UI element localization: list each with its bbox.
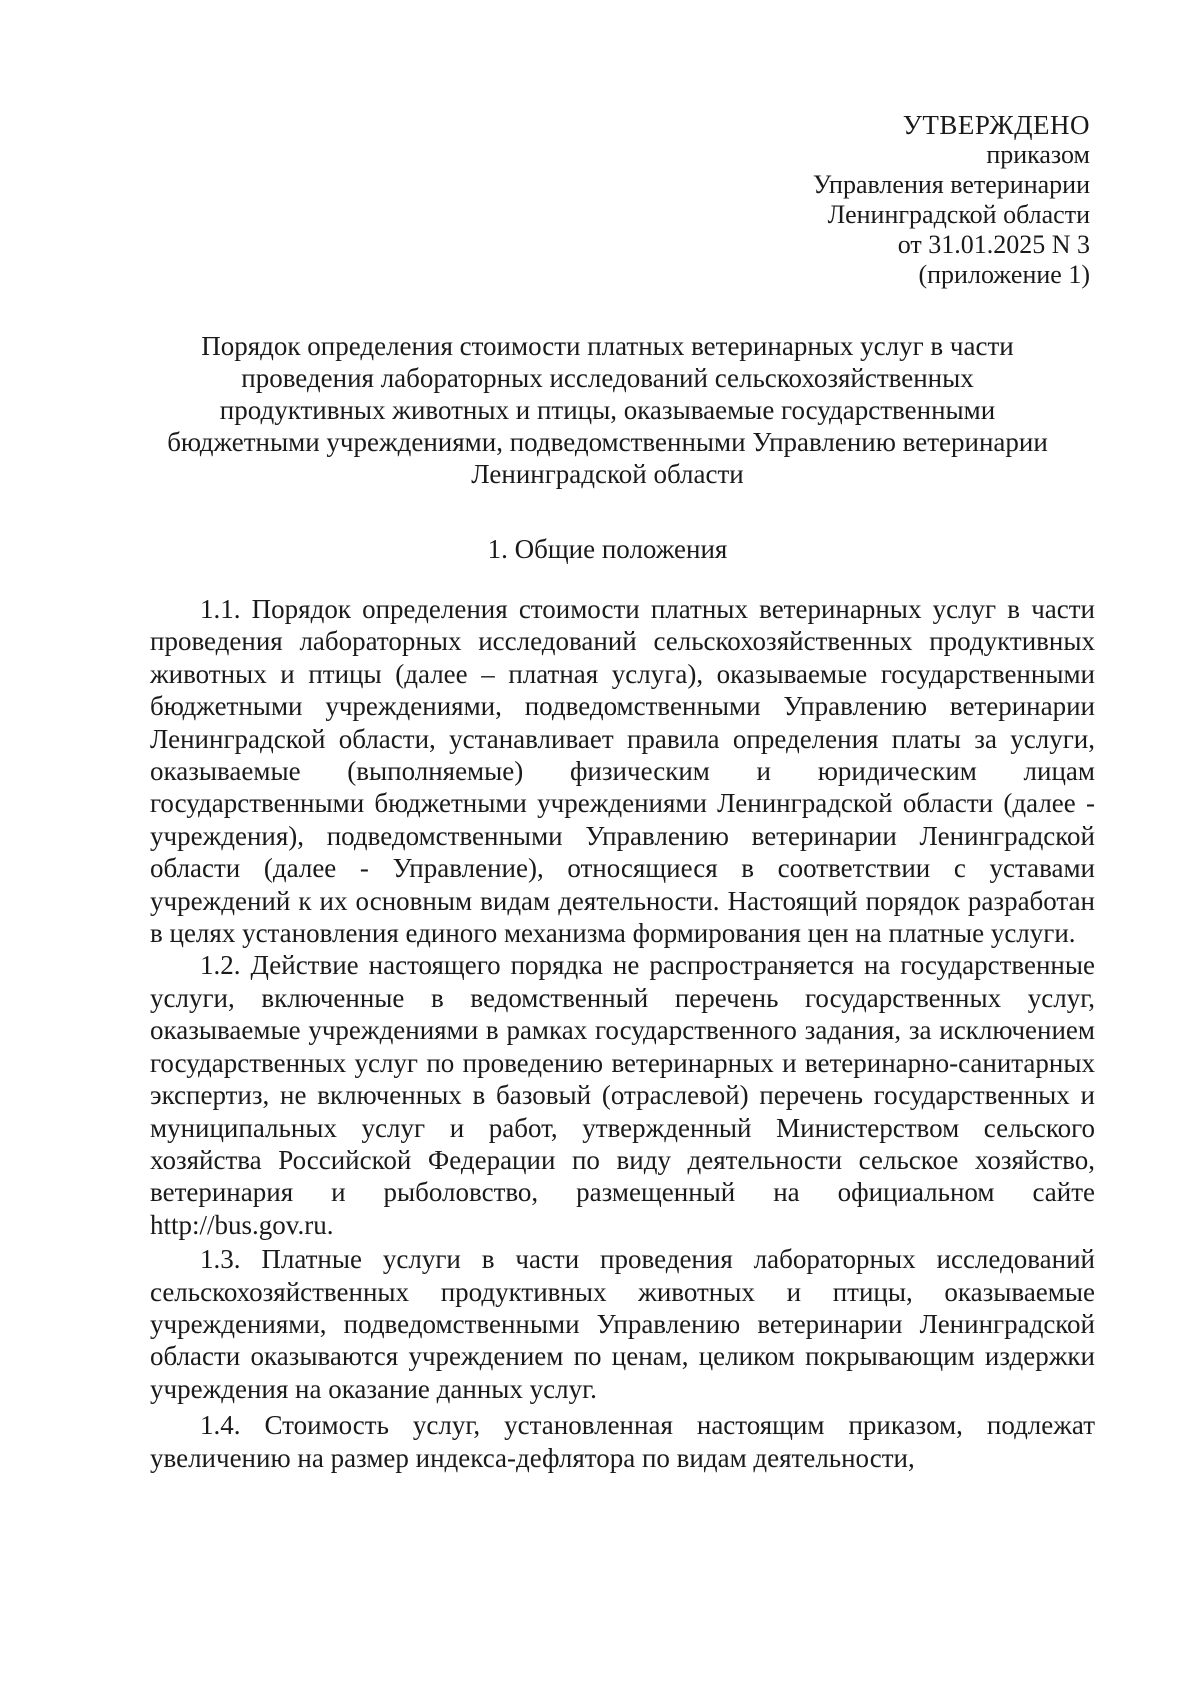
- title-line: продуктивных животных и птицы, оказываемые государственными: [219, 395, 996, 425]
- document-title: [130, 330, 1085, 490]
- approval-order-label: приказом: [986, 140, 1090, 169]
- approval-authority: Управления ветеринарии: [812, 170, 1090, 199]
- approval-region: Ленинградской области: [827, 200, 1090, 229]
- approval-heading: УТВЕРЖДЕНО: [902, 110, 1090, 140]
- approval-appendix: (приложение 1): [918, 260, 1090, 289]
- paragraph-1-2: 1.2. Действие настоящего порядка не распространяется на государственные услуги, включенные в ведомственный перечень государственных услуг, оказываемые учреждениями в рамках государственного задания, за исключением государственных услуг по проведению ветеринарных и ветеринарно-санитарных экспертиз, не включенных в базовый (отраслевой) перечень государственных и муниципальных услуг и работ, утвержденный Министерством сельского хозяйства Российской Федерации по виду деятельности сельское хозяйство, ветеринария и рыболовство, размещенный на официальном сайте http://bus.gov.ru.: [150, 950, 1095, 1240]
- title-line: Ленинградской области: [471, 459, 744, 489]
- paragraph-1-3: 1.3. Платные услуги в части проведения лабораторных исследований сельскохозяйственных продуктивных животных и птицы, оказываемые учреждениями, подведомственными Управлению ветеринарии Ленинградской области оказываются учреждением по ценам, целиком покрывающим издержки учреждения на оказание данных услуг.: [150, 1244, 1095, 1404]
- title-line: проведения лабораторных исследований сельскохозяйственных: [241, 363, 974, 393]
- title-line: бюджетными учреждениями, подведомственными Управлению ветеринарии: [167, 427, 1048, 457]
- title-line: Порядок определения стоимости платных ветеринарных услуг в части: [201, 331, 1014, 361]
- document-body: [150, 593, 1095, 1474]
- paragraph-1-4: 1.4. Стоимость услуг, установленная настоящим приказом, подлежат увеличению на размер индекса-дефлятора по видам деятельности,: [150, 1410, 1095, 1473]
- approval-date-number: от 31.01.2025 N 3: [897, 230, 1090, 259]
- section-heading: 1. Общие положения: [487, 534, 728, 564]
- paragraph-1-1: 1.1. Порядок определения стоимости платных ветеринарных услуг в части проведения лабораторных исследований сельскохозяйственных продуктивных животных и птицы (далее – платная услуга), оказываемые государственными бюджетными учреждениями, подведомственными Управлению ветеринарии Ленинградской области, устанавливает правила определения платы за услуги, оказываемые (выполняемые) физическим и юридическим лицам государственными бюджетными учреждениями Ленинградской области (далее - учреждения), подведомственными Управлению ветеринарии Ленинградской области (далее - Управление), относящиеся в соответствии с уставами учреждений к их основным видам деятельности. Настоящий порядок разработан в целях установления единого механизма формирования цен на платные услуги.: [150, 594, 1095, 949]
- approval-stamp-block: [813, 110, 1090, 290]
